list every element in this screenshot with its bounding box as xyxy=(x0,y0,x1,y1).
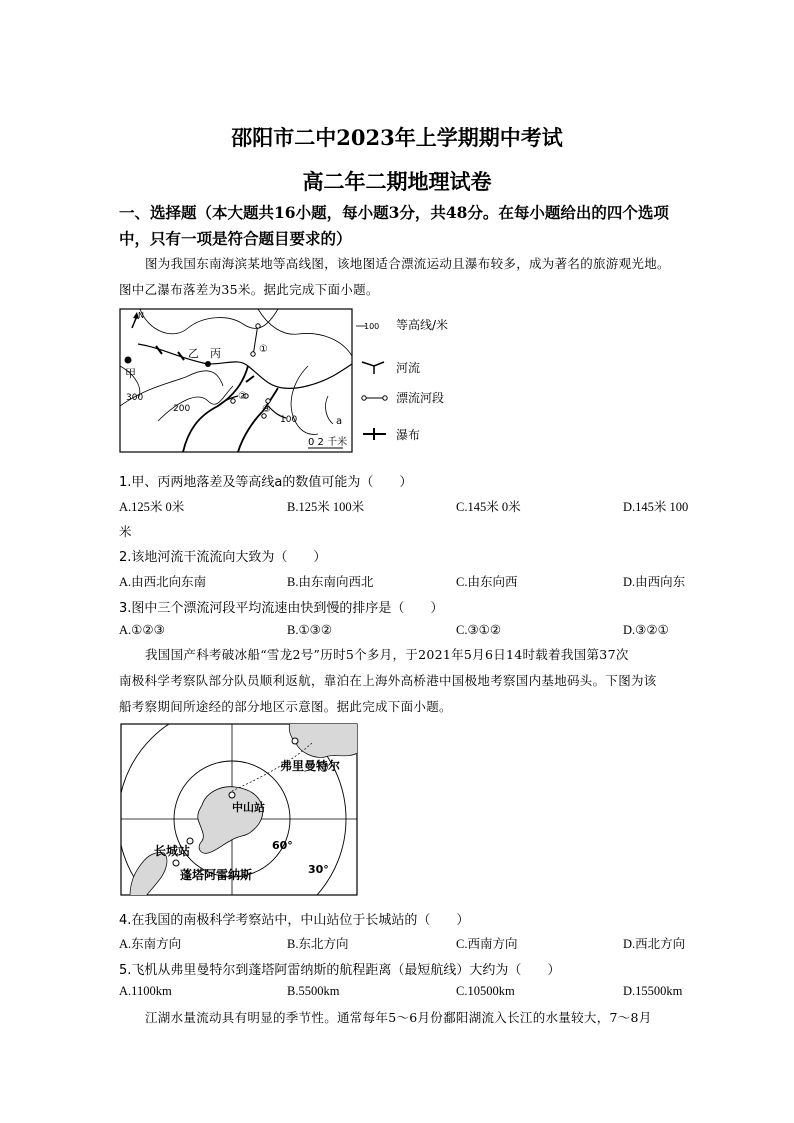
north-label: N xyxy=(138,311,144,320)
intro3-line1: 江湖水量流动具有明显的季节性。通常每年5～6月份鄱阳湖流入长江的水量较大，7～8月 xyxy=(145,1010,652,1025)
label-yi: 乙 xyxy=(188,347,199,360)
q5-option-c[interactable]: C.10500km xyxy=(456,984,515,998)
q3-option-a[interactable]: A.①②③ xyxy=(119,623,165,637)
intro-paragraph-2 xyxy=(119,642,711,720)
label-lat30: 30° xyxy=(308,863,329,876)
q2-option-b[interactable]: B.由东南向西北 xyxy=(287,575,374,589)
q1-option-c[interactable]: C.145米 0米 xyxy=(456,500,521,514)
question-4-stem: 4.在我国的南极科学考察站中，中山站位于长城站的（ ） xyxy=(119,913,470,928)
label-100: 100 xyxy=(280,415,298,425)
q4-option-b[interactable]: B.东北方向 xyxy=(287,937,349,951)
question-3-stem: 3.图中三个漂流河段平均流速由快到慢的排序是（ ） xyxy=(119,601,444,616)
legend-rafting-icon xyxy=(362,396,366,400)
q2-option-c[interactable]: C.由东向西 xyxy=(456,575,518,589)
intro-paragraph-1 xyxy=(119,251,711,303)
label-200: 200 xyxy=(173,404,191,414)
fremantle-marker xyxy=(292,738,298,744)
intro2-line3: 船考察期间所途经的部分地区示意图。据此完成下面小题。 xyxy=(119,699,452,714)
legend-waterfall-icon xyxy=(363,428,386,440)
q1-option-a[interactable]: A.125米 0米 xyxy=(119,500,185,514)
label-reach-1: ① xyxy=(259,344,268,355)
q5-option-b[interactable]: B.5500km xyxy=(287,984,340,998)
legend-river: 河流 xyxy=(396,361,421,375)
legend-river-icon xyxy=(362,362,384,374)
label-fremantle: 弗里曼特尔 xyxy=(280,759,341,773)
q3-option-d[interactable]: D.③②① xyxy=(623,623,669,637)
intro-paragraph-3 xyxy=(119,1005,711,1031)
q4-option-a[interactable]: A.东南方向 xyxy=(119,937,182,951)
q5-option-a[interactable]: A.1100km xyxy=(119,984,172,998)
question-1-stem: 1.甲、丙两地落差及等高线a的数值可能为（ ） xyxy=(119,475,413,490)
legend-waterfall: 瀑布 xyxy=(396,428,421,442)
q4-option-d[interactable]: D.西北方向 xyxy=(623,937,686,951)
label-jia: 甲 xyxy=(125,367,136,380)
legend-contour-value: 100 xyxy=(364,322,380,331)
q5-option-d[interactable]: D.15500km xyxy=(623,984,683,998)
intro1-line2: 图中乙瀑布落差为35米。据此完成下面小题。 xyxy=(119,282,379,297)
legend-rafting: 漂流河段 xyxy=(396,391,445,405)
punta-marker xyxy=(173,860,179,866)
q3-option-b[interactable]: B.①③② xyxy=(287,623,333,637)
label-lat60: 60° xyxy=(272,839,293,852)
section-heading-line1: 一、选择题（本大题共16小题，每小题3分，共48分。在每小题给出的四个选项 xyxy=(119,203,669,222)
scale-label: 0 2 千米 xyxy=(308,437,348,448)
label-a: a xyxy=(336,416,343,427)
label-bing: 丙 xyxy=(210,347,221,360)
intro2-line2: 南极科学考察队部分队员顺利返航，靠泊在上海外高桥港中国极地考察国内基地码头。下图为该 xyxy=(119,673,657,688)
legend xyxy=(356,317,448,442)
label-300: 300 xyxy=(126,393,144,403)
label-punta: 蓬塔阿雷纳斯 xyxy=(180,868,253,882)
zhongshan-marker xyxy=(229,792,235,798)
contour-map xyxy=(118,306,463,456)
legend-contour: 等高线/米 xyxy=(396,318,449,332)
q2-option-d[interactable]: D.由西向东 xyxy=(623,575,686,589)
section-heading xyxy=(119,200,704,252)
q4-option-c[interactable]: C.西南方向 xyxy=(456,937,518,951)
question-5-stem: 5.飞机从弗里曼特尔到蓬塔阿雷纳斯的航程距离（最短航线）大约为（ ） xyxy=(119,963,561,978)
q1-option-d[interactable]: D.145米 100 xyxy=(623,500,689,514)
label-reach-3: ③ xyxy=(262,404,271,415)
question-2-stem: 2.该地河流干流流向大致为（ ） xyxy=(119,550,327,565)
intro2-line1: 我国国产科考破冰船“雪龙2号”历时5个多月，于2021年5月6日14时载着我国第37次 xyxy=(145,647,629,662)
label-changcheng: 长城站 xyxy=(154,844,191,858)
q1-option-d-wrap: 米 xyxy=(119,525,132,539)
q2-option-a[interactable]: A.由西北向东南 xyxy=(119,575,207,589)
q3-option-c[interactable]: C.③①② xyxy=(456,623,502,637)
label-zhongshan: 中山站 xyxy=(232,801,265,814)
point-jia xyxy=(125,357,132,364)
label-reach-2: ② xyxy=(238,391,247,402)
q1-option-b[interactable]: B.125米 100米 xyxy=(287,500,365,514)
point-bing xyxy=(205,361,211,367)
antarctic-map xyxy=(120,723,358,896)
section-heading-line2: 中，只有一项是符合题目要求的） xyxy=(119,229,352,248)
exam-subtitle: 高二年二期地理试卷 xyxy=(302,169,492,194)
exam-title: 邵阳市二中2023年上学期期中考试 xyxy=(231,125,563,150)
intro1-line1: 图为我国东南海滨某地等高线图，该地图适合漂流运动且瀑布较多，成为著名的旅游观光地。 xyxy=(145,256,670,271)
